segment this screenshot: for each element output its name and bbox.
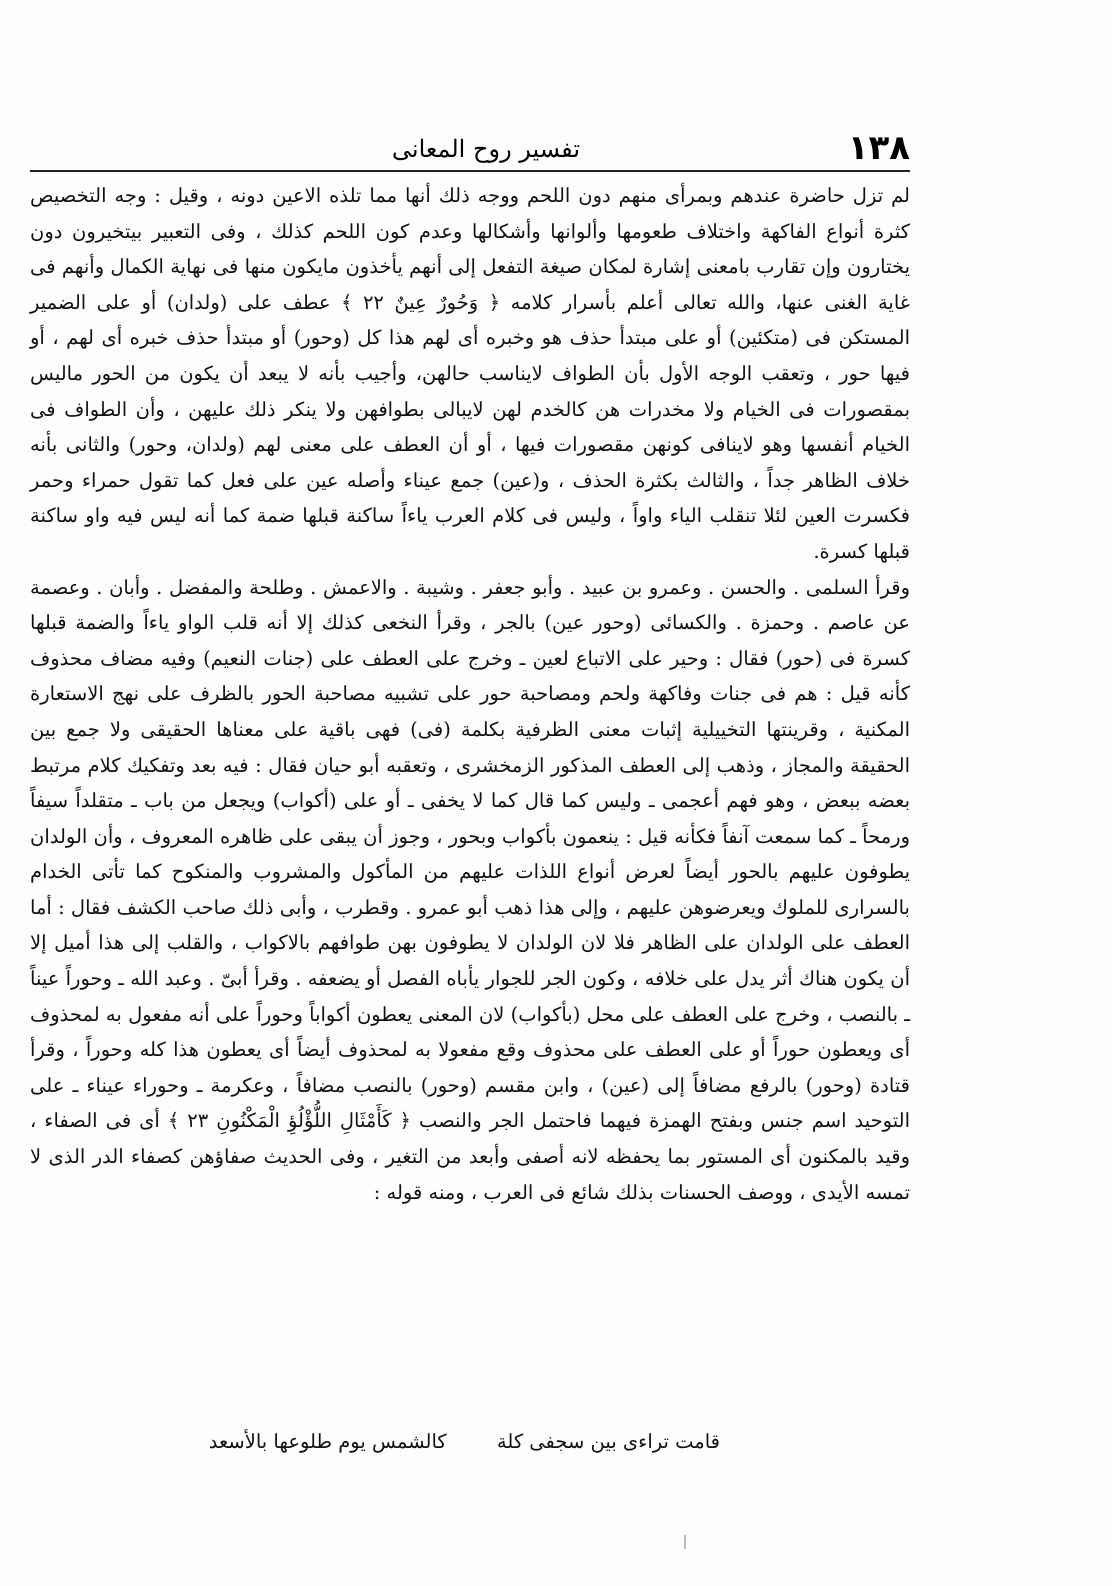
page-header (30, 128, 910, 168)
poetry-verse (30, 1424, 910, 1460)
verse-first-hemistich: قامت تراءى بين سجفى كلة (496, 1430, 720, 1453)
header-divider (30, 170, 910, 172)
paragraph-2: وقرأ السلمى . والحسن . وعمرو بن عبيد . وأبو جعفر . وشيبة . والاعمش . وطلحة والمفضل . وأبان . وعصمة عن عاصم . وحمزة . والكسائى (وحور عين) بالجر ، وقرأ النخعى كذلك إلا أنه قلب الواو ياءاً والضمة قبلها كسرة فى (حور) فقال : وحير على الاتباع لعين ـ وخرج على العطف على (جنات النعيم) وفيه مضاف محذوف كأنه قيل : هم فى جنات وفاكهة ولحم ومصاحبة حور على تشبيه مصاحبة الحور بالظرف على نهج الاستعارة المكنية ، وقرينتها التخييلية إثبات معنى الظرفية بكلمة (فى) فهى باقية على معناها الحقيقى ولا جمع بين الحقيقة والمجاز ، وذهب إلى العطف المذكور الزمخشرى ، وتعقبه أبو حيان فقال : فيه بعد وتفكيك كلام مرتبط بعضه ببعض ، وهو فهم أعجمى ـ وليس كما قال كما لا يخفى ـ أو على (أكواب) ويجعل من باب ـ متقلداً سيفاً ورمحاً ـ كما سمعت آنفاً فكأنه قيل : ينعمون بأكواب وبحور ، وجوز أن يبقى على ظاهره المعروف ، وأن الولدان يطوفون عليهم بالحور أيضاً لعرض أنواع اللذات عليهم من المأكول والمشروب والمنكوح كما تأتى الخدام بالسرارى للملوك ويعرضوهن عليهم ، وإلى هذا ذهب أبو عمرو . وقطرب ، وأبى ذلك صاحب الكشف فقال : أما العطف على الولدان على الظاهر فلا لان الولدان لا يطوفون بهن طوافهم بالاكواب ، والقلب إلى هذا أميل إلا أن يكون هناك أثر يدل على خلافه ، وكون الجر للجوار يأباه الفصل أو يضعفه . وقرأ أبىّ . وعبد الله ـ وحوراً عيناً ـ بالنصب ، وخرج على العطف على محل (بأكواب) لان المعنى يعطون أكواباً وحوراً على أنه مفعول به لمحذوف أى ويعطون حوراً أو على العطف على محذوف وقع مفعولا به لمحذوف أيضاً أى يعطون هذا كله وحوراً ، وقرأ قتادة (وحور) بالرفع مضافاً إلى (عين) ، وابن مقسم (وحور) بالنصب مضافاً ، وعكرمة ـ وحوراء عيناء ـ على التوحيد اسم جنس وبفتح الهمزة فيهما فاحتمل الجر والنصب ﴿ كَأَمْثَالِ اللُّؤْلُؤِ الْمَكْنُونِ ٢٣ ﴾ أى فى الصفاء ، وقيد بالمكنون أى المستور بما يحفظه لانه أصفى وأبعد من التغير ، وفى الحديث صفاؤهن كصفاء الدر الذى لا تمسه الأيدى ، ووصف الحسنات بذلك شائع فى العرب ، ومنه قوله : (30, 575, 911, 1204)
scan-mark (684, 1535, 686, 1549)
page-number: ١٣٨ (847, 128, 910, 168)
body-text (30, 178, 910, 1210)
paragraph-1: لم تزل حاضرة عندهم وبمرأى منهم دون اللحم ووجه ذلك أنها مما تلذه الاعين دونه ، وقيل : وجه التخصيص كثرة أنواع الفاكهة واختلاف طعومها وألوانها وأشكالها وعدم كون اللحم كذلك ، وفى التعبير بيتخيرون دون يختارون وإن تقارب بامعنى إشارة لمكان صيغة التفعل إلى أنهم يأخذون مايكون منها فى نهاية الكمال وأنهم فى غاية الغنى عنها، والله تعالى أعلم بأسرار كلامه ﴿ وَحُورٌ عِينٌ ٢٢ ﴾ عطف على (ولدان) أو على الضمير المستكن فى (متكئين) أو على مبتدأ حذف هو وخبره أى لهم هذا كل (وحور) أو مبتدأ حذف خبره أى لهم ، أو فيها حور ، وتعقب الوجه الأول بأن الطواف لايناسب حالهن، وأجيب بأنه لا يبعد أن يكون من الحور ماليس بمقصورات فى الخيام ولا مخدرات هن كالخدم لهن لايبالى بطوافهن ولا ينكر ذلك عليهن ، وأن الطواف فى الخيام أنفسها وهو لاينافى كونهن مقصورات فيها ، أو أن العطف على معنى لهم (ولدان، وحور) والثانى بأنه خلاف الظاهر جداً ، والثالث بكثرة الحذف ، و(عين) جمع عيناء وأصله عين على فعل كما تقول حمراء وحمر فكسرت العين لئلا تنقلب الياء واواً ، وليس فى كلام العرب ياءاً ساكنة قبلها ضمة كما أنه ليس فيه واو ساكنة قبلها كسرة. (30, 184, 911, 563)
verse-second-hemistich: كالشمس يوم طلوعها بالأسعد (208, 1430, 447, 1453)
running-title: تفسير روح المعانى (391, 135, 580, 163)
